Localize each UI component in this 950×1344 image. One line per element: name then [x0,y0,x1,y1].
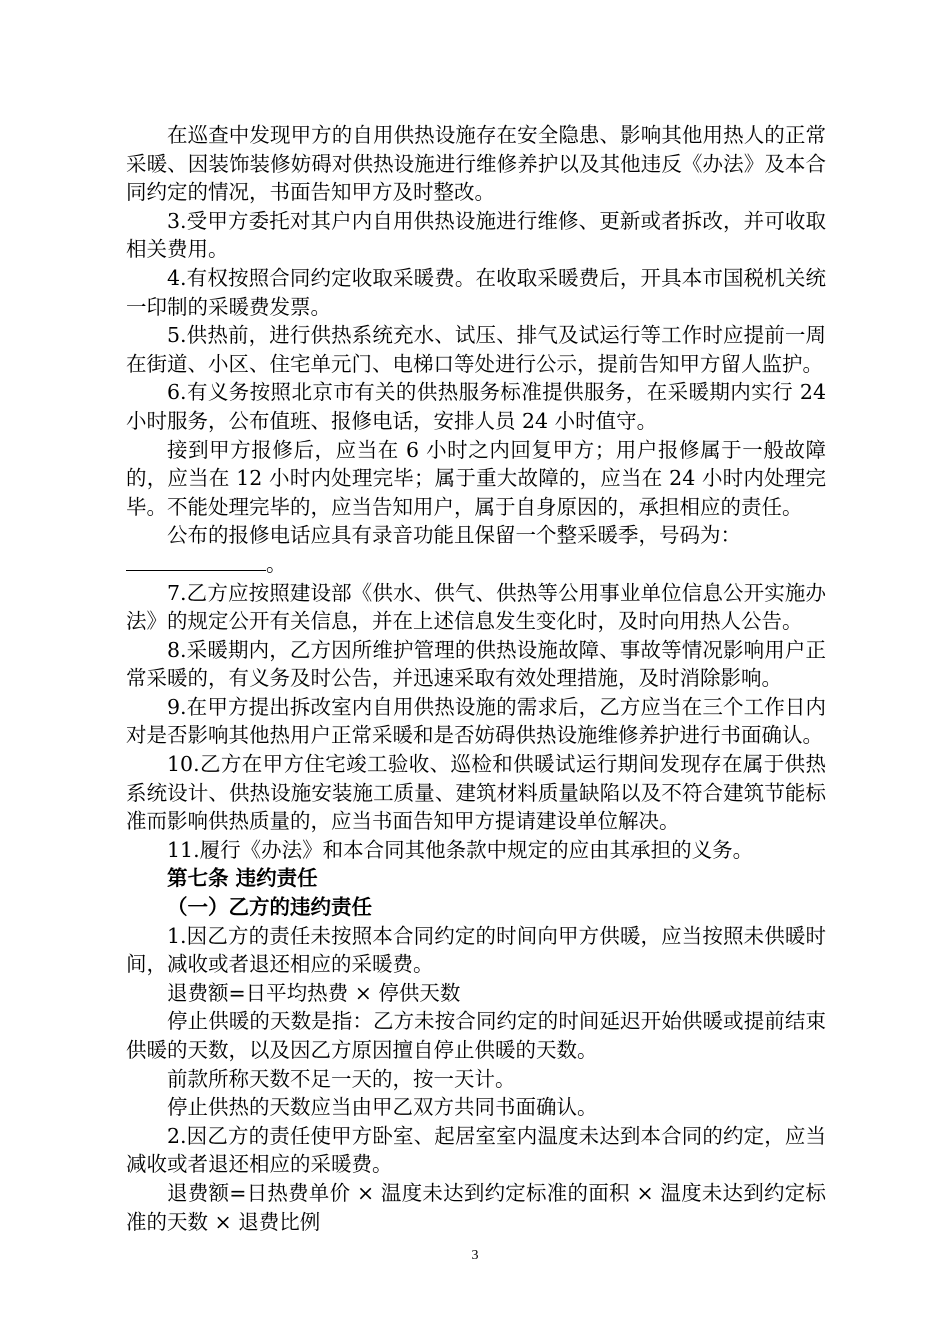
paragraph-item-11: 11.履行《办法》和本合同其他条款中规定的应由其承担的义务。 [167,837,754,862]
paragraph-item-7: 7.乙方应按照建设部《供水、供气、供热等公用事业单位信息公开实施办法》的规定公开有关信息，并在上述信息发生变化时，及时向用热人公告。 [126,580,826,634]
page-number: 3 [471,1248,479,1263]
paragraph-stoppage-definition: 停止供暖的天数是指：乙方未按合同约定的时间延迟开始供暖或提前结束供暖的天数，以及因乙方原因擅自停止供暖的天数。 [126,1009,826,1062]
paragraph-partial-day: 前款所称天数不足一天的，按一天计。 [167,1066,516,1091]
paragraph-item-9: 9.在甲方提出拆改室内自用供热设施的需求后，乙方应当在三个工作日内对是否影响其他热用户正常采暖和是否妨碍供热设施维修养护进行书面确认。 [126,694,826,748]
paragraph-item-6: 6.有义务按照北京市有关的供热服务标准提供服务，在采暖期内实行 24 小时服务，公布值班、报修电话，安排人员 24 小时值守。 [126,380,826,433]
section-party-b-liability-heading: （一）乙方的违约责任 [167,895,372,920]
phone-number-blank [126,550,266,571]
phone-number-blank-line [126,550,826,579]
paragraph-liability-1: 1.因乙方的责任未按照本合同约定的时间向甲方供暖，应当按照未供暖时间，减收或者退还相应的采暖费。 [126,923,826,977]
formula-refund-temperature: 退费额=日热费单价 × 温度未达到约定标准的面积 × 温度未达到约定标准的天数 × 退费比例 [126,1180,826,1234]
paragraph-confirmation: 停止供热的天数应当由甲乙双方共同书面确认。 [167,1095,598,1120]
paragraph-item-10: 10.乙方在甲方住宅竣工验收、巡检和供暖试运行期间发现存在属于供热系统设计、供热设施安装施工质量、建筑材料质量缺陷以及不符合建筑节能标准而影响供热质量的，应当书面告知甲方提请建设单位解决。 [126,752,826,834]
paragraph-item-4: 4.有权按照合同约定收取采暖费。在收取采暖费后，开具本市国税机关统一印制的采暖费发票。 [126,265,826,319]
paragraph-repair-phone: 公布的报修电话应具有录音功能且保留一个整采暖季，号码为： [167,523,741,548]
paragraph-repair-response: 接到甲方报修后，应当在 6 小时之内回复甲方；用户报修属于一般故障的，应当在 12 小时内处理完毕；属于重大故障的，应当在 24 小时内处理完毕。不能处理完毕的，应当告知用户，属于自身原因的，承担相应的责任。 [126,437,826,519]
paragraph-item-3: 3.受甲方委托对其户内自用供热设施进行维修、更新或者拆改，并可收取相关费用。 [126,208,826,262]
formula-refund-stoppage: 退费额=日平均热费 × 停供天数 [167,980,461,1005]
paragraph-liability-2: 2.因乙方的责任使甲方卧室、起居室室内温度未达到本合同的约定，应当减收或者退还相应的采暖费。 [126,1123,826,1177]
paragraph-inspection: 在巡查中发现甲方的自用供热设施存在安全隐患、影响其他用热人的正常采暖、因装饰装修妨碍对供热设施进行维修养护以及其他违反《办法》及本合同约定的情况，书面告知甲方及时整改。 [126,123,826,205]
paragraph-item-8: 8.采暖期内，乙方因所维护管理的供热设施故障、事故等情况影响用户正常采暖的，有义务及时公告，并迅速采取有效处理措施，及时消除影响。 [126,637,826,691]
paragraph-item-5: 5.供热前，进行供热系统充水、试压、排气及试运行等工作时应提前一周在街道、小区、住宅单元门、电梯口等处进行公示，提前告知甲方留人监护。 [126,323,826,376]
article-7-heading: 第七条 违约责任 [167,866,318,891]
phone-number-period: 。 [266,551,287,576]
document-body [126,121,826,1236]
